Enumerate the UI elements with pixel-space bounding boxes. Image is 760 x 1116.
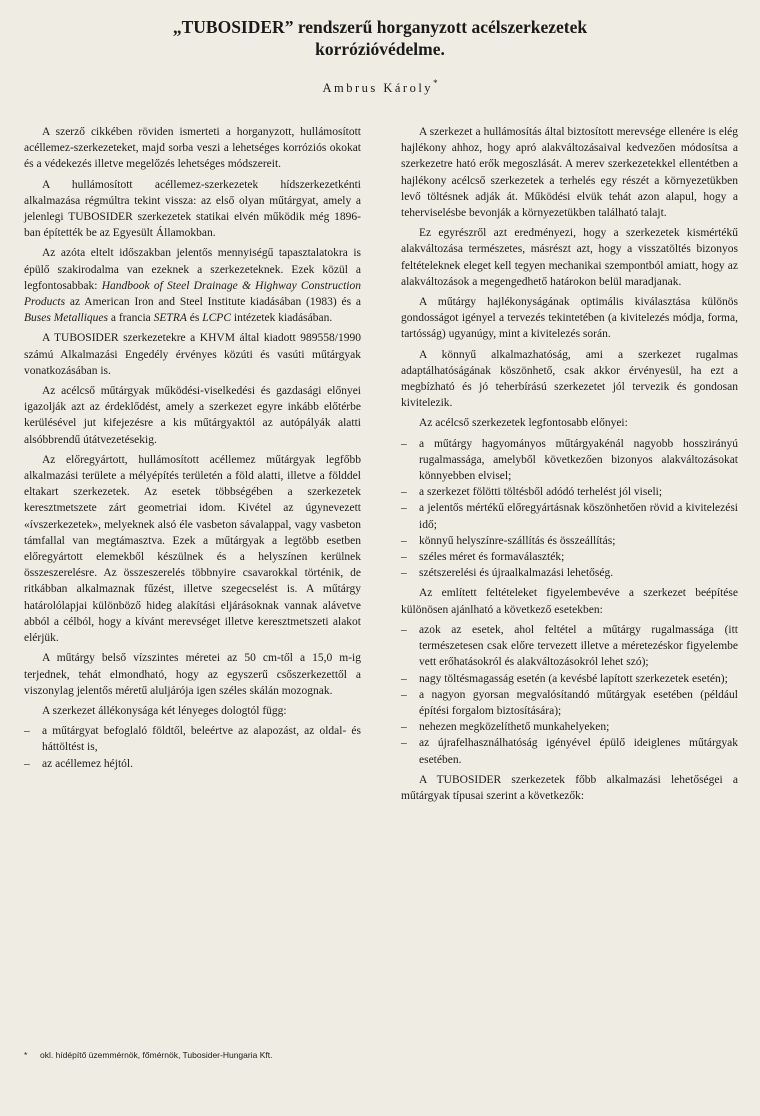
stability-paragraph: A szerkezet állékonysága két lényeges dologtól függ: — [42, 704, 287, 717]
list-item: – a szerkezet fölötti töltésből adódó terhelést jól viseli; — [401, 484, 738, 500]
literature-lcpc: LCPC — [202, 312, 231, 325]
list-item: – az újrafelhasználhatóság igényével épülő ideiglenes műtárgyak esetében. — [401, 735, 738, 767]
benefits-list — [401, 436, 738, 582]
literature-title-buses: Buses Metalliques — [24, 312, 108, 325]
recommended-cases-paragraph: Az említett feltételeket figyelembevéve a szerkezet beépítése különösen ajánlható a következő esetekben: — [401, 587, 738, 616]
list-item: – az acéllemez héjtól. — [24, 756, 361, 772]
history-paragraph: A hullámosított acéllemez-szerkezetek hídszerkezetkénti alkalmazása régmúltra tekint vissza: az első olyan műtárgyat, amely a jelenlegi TUBOSIDER szerkezetek statikai elvén működik még 1896-ban építették be az Egyesült Államokban. — [24, 178, 361, 240]
flexibility-paragraph: A szerkezet a hullámosítás által biztosított merevsége ellenére is elég hajlékony ahhoz, hogy apró alakváltozásaival kedvezően módosítsa a szerkezetre ható erők megoszlását. A merev szerkezetekkel ellentétben a hajlékony acélcső szerkezetek a terhelés egy részét a környezetükben levő töltésnek adják át. Működési elvük tehát azon alapul, hogy a teherviselésbe bevonják a környezetükben található talajt. — [401, 126, 738, 220]
article-title — [0, 16, 760, 60]
footnote-text: okl. hídépítő üzemmérnök, főmérnök, Tubosider-Hungaria Kft. — [40, 1050, 273, 1060]
list-item: – széles méret és formaválaszték; — [401, 549, 738, 565]
adaptability-paragraph: A könnyű alkalmazhatóság, ami a szerkezet rugalmas adaptálhatóságának köszönhető, csak akkor érvényesül, ha ezt a megbízható és jó teherbírású szerkezetet jól tervezik és gondosan kivitelezik. — [401, 348, 738, 410]
left-column — [24, 124, 361, 776]
list-item: – a nagyon gyorsan megvalósítandó műtárgyak esetében (például építési forgalom biztosítására); — [401, 687, 738, 719]
title-line-2: korrózióvédelme. — [315, 39, 445, 59]
stability-list — [24, 723, 361, 772]
literature-text-c: a francia — [108, 312, 154, 325]
list-item: – könnyű helyszínre-szállítás és összeállítás; — [401, 533, 738, 549]
literature-text-a: Az azóta eltelt időszakban jelentős mennyiségű tapasztalatokra is épülő szakirodalma van ezeknek a szerkezeteknek. Ezek közül a legfontosabbak: — [24, 247, 361, 292]
list-item: – nagy töltésmagasság esetén (a kevésbé lapított szerkezetek esetén); — [401, 671, 738, 687]
author-name: Ambrus Károly — [322, 81, 434, 95]
author — [0, 78, 760, 96]
literature-paragraph — [24, 245, 361, 326]
footnote — [24, 1050, 364, 1060]
list-item: – azok az esetek, ahol feltétel a műtárgy rugalmassága (itt természetesen csak előre tervezett illetve a méretezéskor figyelembe vett erőhatásokról és alakváltozásokról lehet szó); — [401, 622, 738, 671]
literature-text-d: és — [186, 312, 203, 325]
deformation-paragraph: Ez egyrészről azt eredményezi, hogy a szerkezetek kismértékű alakváltozása természetes, másrészt azt, hogy a visszatöltés bizonyos feltételeknek eleget kell tegyen mechanikai szempontból amiatt, hogy az alakváltozások a megengedhető határokon belül maradjanak. — [401, 227, 738, 288]
applications-paragraph: A TUBOSIDER szerkezetek főbb alkalmazási lehetőségei a műtárgyak típusai szerint a következők: — [401, 773, 738, 802]
literature-text-e: intézetek kiadásában. — [231, 312, 333, 325]
advantages-paragraph: Az acélcső műtárgyak működési-viselkedési és gazdasági előnyei igazolják azt az érdeklődést, amely a szerkezet egyre inkább előtérbe kerülésével jut kifejezésre a kis műtárgyaktól az autópályák alatti alsóbbrendű útátvezetésekig. — [24, 385, 361, 446]
literature-title-handbook: Handbook of Steel Drainage & Highway Construction Products — [24, 279, 361, 309]
dimensions-paragraph: A műtárgy belső vízszintes méretei az 50 cm-től a 15,0 m-ig terjednek, tehát elmondható, hogy az egyszerű csőszerkezettől a viszonylag jelentős méretű aluljárója igen széles skálán mozognak. — [24, 652, 361, 697]
permit-paragraph: A TUBOSIDER szerkezetekre a KHVM által kiadott 989558/1990 számú Alkalmazási Engedély érvényes közúti és vasúti műtárgyak vonatkozásában is. — [24, 332, 361, 377]
benefits-intro-paragraph: Az acélcső szerkezetek legfontosabb előnyei: — [419, 417, 628, 430]
recommended-cases-list — [401, 622, 738, 768]
list-item: – a jelentős mértékű előregyártásnak köszönhetően rövid a kivitelezési idő; — [401, 500, 738, 532]
abstract-paragraph: A szerző cikkében röviden ismerteti a horganyzott, hullámosított acéllemez-szerkezeteket, majd sorba veszi a lehetséges korróziós okokat és a védekezés illetve megelőzés lehetséges módszereit. — [24, 126, 361, 171]
application-paragraph: Az előregyártott, hullámosított acéllemez műtárgyak legfőbb alkalmazási területe a mélyépítés területén a föld alatti, illetve a földdel eltakart szerkezetek. Az esetek többségében a szerkezetek keresztmetszete zárt geometriai idom. Kivétel az úgynevezett «ívszerkezetek», melyeknek alsó éle vasbeton sávalappal, vagy vasbeton támfallal van megtámasztva. Ezek a műtárgyak a legtöbb esetben előregyártott elemekből készülnek és a helyszínen kerülnek összeszerelésre. Az összeszerelés többnyire csavarokkal történik, de ritkábban alkalmaznak fűzést, illetve szegecselést is. A műtárgy határolólapjai különböző hideg alakítási eljárásoknak vannak alávetve abból a célból, hogy a kívánt merevséget illetve keresztmetszeti alakot elérjük. — [24, 453, 361, 645]
list-item: – nehezen megközelíthető munkahelyeken; — [401, 719, 738, 735]
list-item: – szétszerelési és újraalkalmazási lehetőség. — [401, 565, 738, 581]
author-footnote-mark: * — [433, 78, 438, 88]
literature-setra: SETRA — [153, 312, 187, 325]
literature-text-b: az American Iron and Steel Institute kiadásában (1983) és a — [65, 296, 361, 309]
footnote-mark: * — [24, 1050, 28, 1060]
list-item: – a műtárgyat befoglaló földtől, beleértve az alapozást, az oldal- és háttöltést is, — [24, 723, 361, 755]
design-paragraph: A műtárgy hajlékonyságának optimális kiválasztása különös gondosságot igényel a tervezés tekintetében (a kivitelezés módja, forma, tartósság) ugyanúgy, mint a kivitelezés során. — [401, 296, 738, 341]
list-item: – a műtárgy hagyományos műtárgyakénál nagyobb hosszirányú rugalmassága, amelyből következően bizonyos alakváltozásokat könnyebben elvisel; — [401, 436, 738, 485]
right-column — [401, 124, 738, 808]
title-line-1: „TUBOSIDER” rendszerű horganyzott acélszerkezetek — [172, 17, 588, 37]
